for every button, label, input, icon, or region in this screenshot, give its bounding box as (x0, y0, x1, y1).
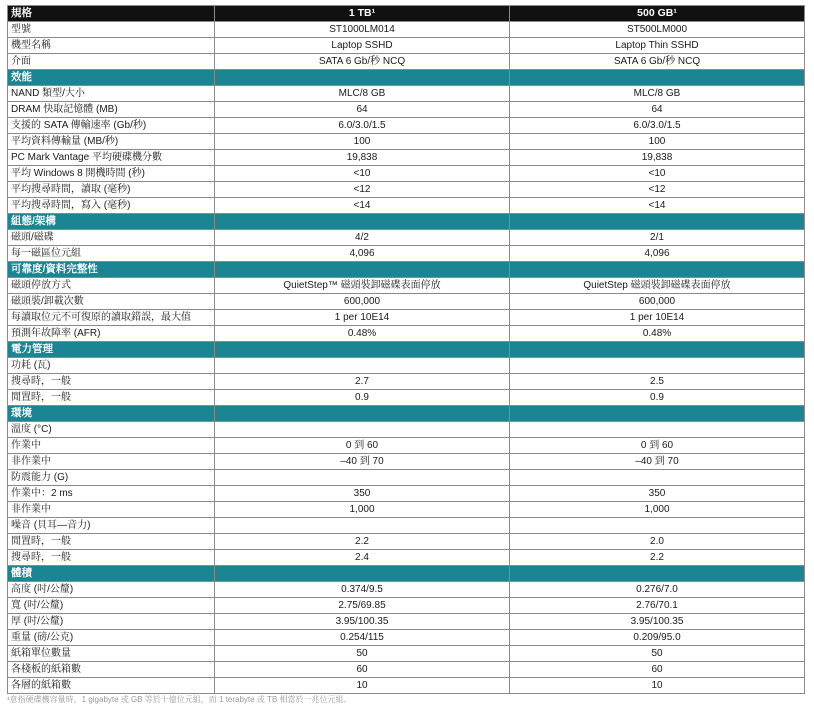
section-title: 組態/架構 (8, 214, 215, 230)
table-row (8, 598, 805, 614)
value-500gb: 1,000 (510, 502, 805, 518)
value-500gb: 19,838 (510, 150, 805, 166)
value-500gb (510, 470, 805, 486)
value-500gb: 64 (510, 102, 805, 118)
table-header-row (8, 6, 805, 22)
value-1tb: 10 (215, 678, 510, 694)
row-label: 預測年故障率 (AFR) (8, 326, 215, 342)
value-1tb: Laptop SSHD (215, 38, 510, 54)
header-label: 規格 (8, 6, 215, 22)
table-row (8, 518, 805, 534)
spec-table (7, 5, 805, 694)
value-1tb: 0.254/115 (215, 630, 510, 646)
section-title: 環境 (8, 406, 215, 422)
value-1tb: QuietStep™ 磁頭裝卸磁碟表面停放 (215, 278, 510, 294)
table-row (8, 678, 805, 694)
row-label: 搜尋時，一般 (8, 374, 215, 390)
row-label: 每一磁區位元組 (8, 246, 215, 262)
row-label: 磁頭停放方式 (8, 278, 215, 294)
value-500gb: 2.0 (510, 534, 805, 550)
value-500gb: <10 (510, 166, 805, 182)
row-label: 防震能力 (G) (8, 470, 215, 486)
value-1tb: 0.48% (215, 326, 510, 342)
value-1tb: 64 (215, 102, 510, 118)
value-500gb: 3.95/100.35 (510, 614, 805, 630)
table-row (8, 22, 805, 38)
value-500gb: 0.9 (510, 390, 805, 406)
section-header-row (8, 70, 805, 86)
row-label: 厚 (吋/公釐) (8, 614, 215, 630)
row-label: 噪音 (貝耳—音力) (8, 518, 215, 534)
section-filler (215, 342, 510, 358)
row-label: 閒置時，一般 (8, 390, 215, 406)
value-500gb: 100 (510, 134, 805, 150)
value-1tb: <10 (215, 166, 510, 182)
value-1tb: 600,000 (215, 294, 510, 310)
table-row (8, 502, 805, 518)
row-label: 介面 (8, 54, 215, 70)
table-row (8, 86, 805, 102)
value-1tb: 4,096 (215, 246, 510, 262)
value-500gb: 2.5 (510, 374, 805, 390)
table-row (8, 470, 805, 486)
row-label: 寬 (吋/公釐) (8, 598, 215, 614)
value-500gb: 0.209/95.0 (510, 630, 805, 646)
row-label: 磁頭裝/卸載次數 (8, 294, 215, 310)
row-label: 平均搜尋時間，讀取 (毫秒) (8, 182, 215, 198)
section-header-row (8, 566, 805, 582)
footnote: ¹意指硬碟機容量時，1 gigabyte 或 GB 等於十億位元組，而 1 terabyte 或 TB 相當於一兆位元組。 (7, 695, 352, 704)
value-500gb: ST500LM000 (510, 22, 805, 38)
table-row (8, 550, 805, 566)
row-label: 閒置時，一般 (8, 534, 215, 550)
value-500gb: 2.2 (510, 550, 805, 566)
section-header-row (8, 342, 805, 358)
section-filler (510, 262, 805, 278)
row-label: 作業中：2 ms (8, 486, 215, 502)
value-1tb: <12 (215, 182, 510, 198)
row-label: PC Mark Vantage 平均硬碟機分數 (8, 150, 215, 166)
value-500gb: 350 (510, 486, 805, 502)
value-1tb: 0 到 60 (215, 438, 510, 454)
value-500gb: 2.76/70.1 (510, 598, 805, 614)
value-1tb (215, 358, 510, 374)
table-row (8, 54, 805, 70)
table-row (8, 134, 805, 150)
value-500gb (510, 422, 805, 438)
row-label: 功耗 (瓦) (8, 358, 215, 374)
value-500gb (510, 358, 805, 374)
table-row (8, 582, 805, 598)
section-title: 效能 (8, 70, 215, 86)
table-row (8, 358, 805, 374)
value-1tb: <14 (215, 198, 510, 214)
value-500gb: SATA 6 Gb/秒 NCQ (510, 54, 805, 70)
row-label: 作業中 (8, 438, 215, 454)
value-500gb: 50 (510, 646, 805, 662)
section-filler (215, 214, 510, 230)
row-label: 高度 (吋/公釐) (8, 582, 215, 598)
value-1tb: 2.4 (215, 550, 510, 566)
section-filler (510, 70, 805, 86)
value-1tb: MLC/8 GB (215, 86, 510, 102)
row-label: 非作業中 (8, 502, 215, 518)
table-row (8, 646, 805, 662)
table-row (8, 102, 805, 118)
table-row (8, 246, 805, 262)
table-row (8, 294, 805, 310)
section-header-row (8, 262, 805, 278)
table-row (8, 486, 805, 502)
row-label: 平均資料傳輸量 (MB/秒) (8, 134, 215, 150)
value-500gb: 0 到 60 (510, 438, 805, 454)
table-row (8, 438, 805, 454)
table-row (8, 614, 805, 630)
value-1tb: 2.2 (215, 534, 510, 550)
section-header-row (8, 214, 805, 230)
value-1tb (215, 518, 510, 534)
section-title: 體積 (8, 566, 215, 582)
row-label: 各層的紙箱數 (8, 678, 215, 694)
value-500gb: 600,000 (510, 294, 805, 310)
section-filler (215, 406, 510, 422)
section-filler (215, 70, 510, 86)
row-label: 支援的 SATA 傳輸速率 (Gb/秒) (8, 118, 215, 134)
value-1tb: SATA 6 Gb/秒 NCQ (215, 54, 510, 70)
row-label: 各棧板的紙箱數 (8, 662, 215, 678)
table-row (8, 182, 805, 198)
table-row (8, 534, 805, 550)
value-1tb: 19,838 (215, 150, 510, 166)
spec-table-body (8, 6, 805, 694)
table-row (8, 390, 805, 406)
table-row (8, 278, 805, 294)
table-row (8, 118, 805, 134)
value-1tb (215, 422, 510, 438)
value-500gb: 2/1 (510, 230, 805, 246)
value-1tb: 0.9 (215, 390, 510, 406)
row-label: 重量 (磅/公克) (8, 630, 215, 646)
table-row (8, 38, 805, 54)
row-label: 搜尋時，一般 (8, 550, 215, 566)
table-row (8, 662, 805, 678)
table-row (8, 422, 805, 438)
row-label: 平均 Windows 8 開機時間 (秒) (8, 166, 215, 182)
section-filler (215, 566, 510, 582)
value-500gb: 10 (510, 678, 805, 694)
table-row (8, 326, 805, 342)
section-title: 可靠度/資料完整性 (8, 262, 215, 278)
value-500gb: 0.48% (510, 326, 805, 342)
value-1tb: 350 (215, 486, 510, 502)
value-500gb: <14 (510, 198, 805, 214)
value-500gb: –40 到 70 (510, 454, 805, 470)
header-capacity-1tb: 1 TB¹ (215, 6, 510, 22)
value-500gb: QuietStep 磁頭裝卸磁碟表面停放 (510, 278, 805, 294)
section-filler (510, 214, 805, 230)
section-title: 電力管理 (8, 342, 215, 358)
value-1tb: 1,000 (215, 502, 510, 518)
row-label: 溫度 (°C) (8, 422, 215, 438)
section-filler (215, 262, 510, 278)
value-1tb: 2.7 (215, 374, 510, 390)
value-500gb: 1 per 10E14 (510, 310, 805, 326)
value-1tb: 2.75/69.85 (215, 598, 510, 614)
value-500gb: 0.276/7.0 (510, 582, 805, 598)
table-row (8, 454, 805, 470)
value-1tb: 0.374/9.5 (215, 582, 510, 598)
table-row (8, 198, 805, 214)
row-label: 每讀取位元不可復原的讀取錯誤，最大值 (8, 310, 215, 326)
value-500gb: <12 (510, 182, 805, 198)
value-1tb: ST1000LM014 (215, 22, 510, 38)
section-filler (510, 406, 805, 422)
table-row (8, 374, 805, 390)
row-label: 紙箱單位數量 (8, 646, 215, 662)
value-500gb: 4,096 (510, 246, 805, 262)
row-label: 磁頭/磁碟 (8, 230, 215, 246)
header-capacity-500gb: 500 GB¹ (510, 6, 805, 22)
value-500gb: 6.0/3.0/1.5 (510, 118, 805, 134)
table-row (8, 150, 805, 166)
row-label: 型號 (8, 22, 215, 38)
section-header-row (8, 406, 805, 422)
table-row (8, 166, 805, 182)
row-label: 非作業中 (8, 454, 215, 470)
value-1tb: 4/2 (215, 230, 510, 246)
value-500gb: MLC/8 GB (510, 86, 805, 102)
section-filler (510, 342, 805, 358)
row-label: 平均搜尋時間，寫入 (毫秒) (8, 198, 215, 214)
row-label: DRAM 快取記憶體 (MB) (8, 102, 215, 118)
table-row (8, 230, 805, 246)
value-1tb: 50 (215, 646, 510, 662)
value-1tb: 6.0/3.0/1.5 (215, 118, 510, 134)
table-row (8, 630, 805, 646)
value-500gb: 60 (510, 662, 805, 678)
value-1tb: 60 (215, 662, 510, 678)
value-1tb: 1 per 10E14 (215, 310, 510, 326)
value-1tb: 100 (215, 134, 510, 150)
row-label: NAND 類型/大小 (8, 86, 215, 102)
section-filler (510, 566, 805, 582)
value-1tb: –40 到 70 (215, 454, 510, 470)
value-500gb: Laptop Thin SSHD (510, 38, 805, 54)
row-label: 機型名稱 (8, 38, 215, 54)
table-row (8, 310, 805, 326)
value-1tb: 3.95/100.35 (215, 614, 510, 630)
value-500gb (510, 518, 805, 534)
value-1tb (215, 470, 510, 486)
